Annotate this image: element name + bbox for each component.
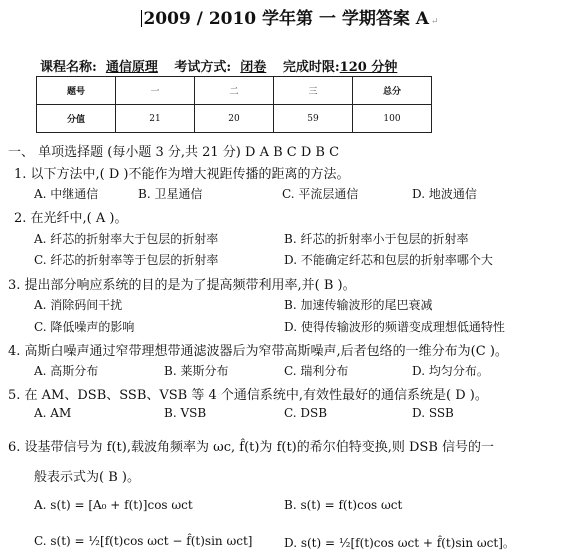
option-d: D. SSB	[412, 406, 454, 420]
option-b: B. 加速传输波形的尾巴衰减	[284, 298, 433, 312]
option-d: D. s(t) = ½[f(t)cos ωct + f̂(t)sin ωct]。	[284, 536, 515, 550]
option-d: D. 不能确定纤芯和包层的折射率哪个大	[284, 253, 493, 267]
option-b: B. VSB	[164, 406, 207, 420]
option-d: D. 地波通信	[412, 187, 477, 201]
table-cell: 21	[116, 105, 195, 133]
section-heading: 一、 单项选择题 (每小题 3 分,共 21 分) D A B C D B C	[8, 145, 340, 160]
table-cell: 总分	[353, 77, 432, 105]
option-d: D. 均匀分布。	[412, 364, 489, 378]
question-stem: 1. 以下方法中,( D )不能作为增大视距传播的距离的方法。	[14, 167, 350, 182]
table-cell: 三	[274, 77, 353, 105]
option-a: A. 高斯分布	[34, 364, 99, 378]
table-cell: 59	[274, 105, 353, 133]
exam-label: 考试方式:	[174, 60, 232, 75]
option-c: C. DSB	[284, 406, 328, 420]
option-b: B. 纤芯的折射率小于包层的折射率	[284, 232, 469, 246]
time-label: 完成时限:	[282, 60, 340, 75]
question-stem: 2. 在光纤中,( A )。	[14, 211, 128, 226]
table-cell: 一	[116, 77, 195, 105]
question-stem: 6. 设基带信号为 f(t),载波角频率为 ωc, f̂(t)为 f(t)的希尔伯特变换,则 DSB 信号的一	[8, 440, 495, 455]
table-cell: 20	[195, 105, 274, 133]
option-c: C. 纤芯的折射率等于包层的折射率	[34, 253, 219, 267]
table-cell: 题号	[37, 77, 116, 105]
score-table	[36, 76, 432, 133]
table-cell: 分值	[37, 105, 116, 133]
option-a: A. AM	[34, 406, 72, 420]
page-title: 2009 / 2010 学年第 一 学期答案 A ↵	[143, 9, 439, 29]
option-b: B. s(t) = f(t)cos ωct	[284, 498, 403, 512]
question-stem: 3. 提出部分响应系统的目的是为了提高频带利用率,并( B )。	[8, 278, 356, 293]
option-a: A. 消除码间干扰	[34, 298, 123, 312]
option-c: C. s(t) = ½[f(t)cos ωct − f̂(t)sin ωct]	[34, 534, 253, 548]
option-c: C. 瑞利分布	[284, 364, 349, 378]
option-c: C. 降低噪声的影响	[34, 320, 135, 334]
exam-value: 闭卷	[240, 60, 267, 75]
table-row	[37, 105, 432, 133]
option-b: B. 卫星通信	[138, 187, 203, 201]
option-b: B. 莱斯分布	[164, 364, 229, 378]
course-value: 通信原理	[105, 60, 158, 75]
question-stem: 4. 高斯白噪声通过窄带理想带通滤波器后为窄带高斯噪声,后者包络的一维分布为(C )。	[8, 344, 508, 359]
option-d: D. 使得传输波形的频谱变成理想低通特性	[284, 320, 505, 334]
course-label: 课程名称:	[40, 60, 97, 75]
option-a: A. 纤芯的折射率大于包层的折射率	[34, 232, 219, 246]
option-c: C. 平流层通信	[282, 187, 359, 201]
question-stem: 5. 在 AM、DSB、SSB、VSB 等 4 个通信系统中,有效性最好的通信系统是( D )。	[8, 388, 488, 403]
return-mark-icon: ↵	[431, 17, 439, 27]
course-meta	[40, 56, 397, 75]
question-stem-continued: 般表示式为( B )。	[34, 470, 140, 485]
table-row	[37, 77, 432, 105]
option-a: A. 中继通信	[34, 187, 99, 201]
table-cell: 二	[195, 77, 274, 105]
table-cell: 100	[353, 105, 432, 133]
option-a: A. s(t) = [A₀ + f(t)]cos ωct	[34, 498, 193, 512]
time-value: 120 分钟	[339, 60, 398, 75]
